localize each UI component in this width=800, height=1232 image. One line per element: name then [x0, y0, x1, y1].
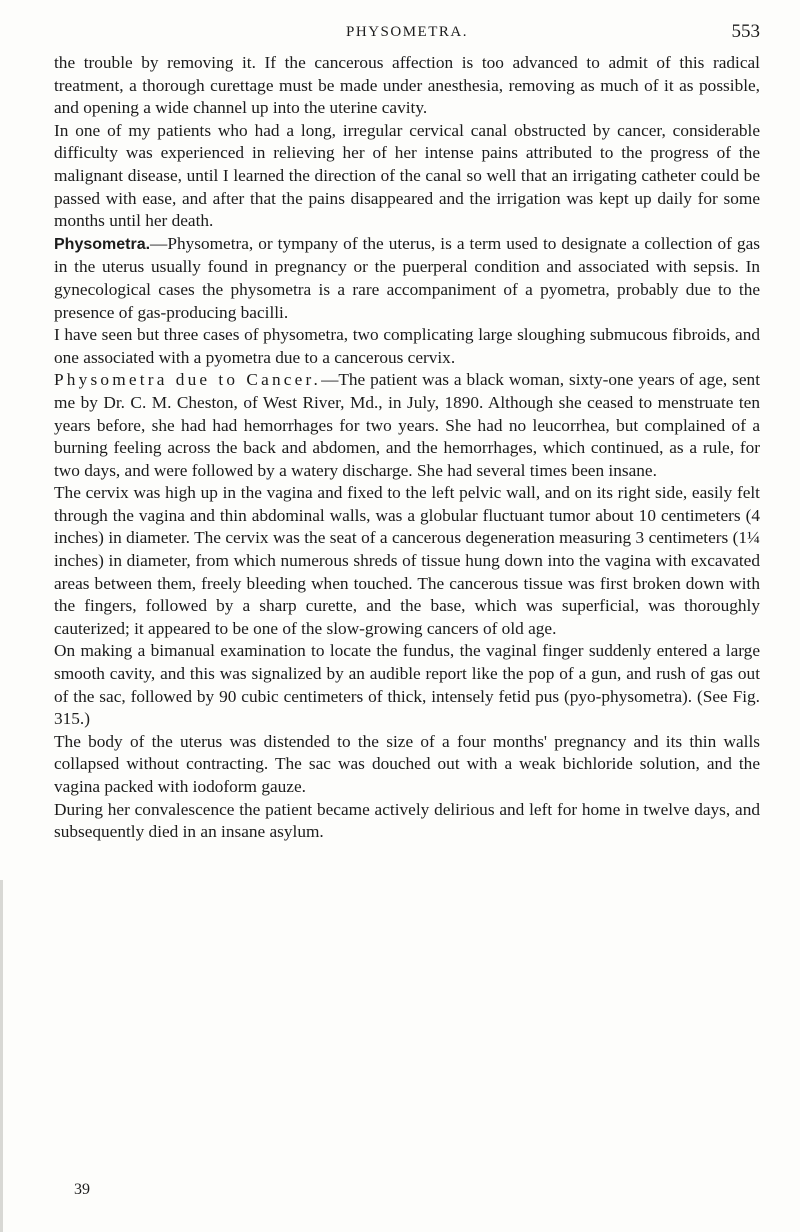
paragraph-curettage: the trouble by removing it. If the cancerous affection is too advanced to admit of this radical treatment, a thorough curettage must be made under anesthesia, removing as much of it as possible, and opening a wide channel up into the uterine cavity. — [54, 53, 760, 118]
section-heading-physometra: Physometra. — [54, 235, 151, 253]
paragraph-convalescence: During her convalescence the patient became actively delirious and left for home in twelve days, and subsequently died in an insane asylum. — [54, 799, 760, 842]
signature-mark: 39 — [74, 1181, 90, 1198]
paragraph-uterus-body: The body of the uterus was distended to the size of a four months' pregnancy and its thin walls collapsed without contracting. The sac was douched out with a weak bichloride solution, and the vagina packed with iodoform gauze. — [54, 731, 760, 796]
paragraph-case-history-text: —The patient was a black woman, sixty-one years of age, sent me by Dr. C. M. Cheston, of West River, Md., in July, 1890. Although she ceased to menstruate ten years before, she had had hemorrhages for two years. She had no leucorrhea, but complained of a burning feeling across the back and abdomen, and the hemorrhages, which continued, as a rule, for two days, and were followed by a watery discharge. She had several times been insane. — [54, 370, 760, 480]
paragraph-case-history — [54, 369, 760, 482]
paragraph-three-cases: I have seen but three cases of physometra, two complicating large sloughing submucous fibroids, and one associated with a pyometra due to a cancerous cervix. — [54, 325, 760, 367]
case-heading-physometra-cancer: Physometra due to Cancer. — [54, 370, 322, 390]
page-edge-shadow — [0, 880, 3, 1232]
running-head — [54, 20, 760, 46]
paragraph-irrigation-case: In one of my patients who had a long, irregular cervical canal obstructed by cancer, considerable difficulty was experienced in relieving her of her intense pains attributed to the progress of the malignant disease, until I learned the direction of the canal so well that an irrigating catheter could be passed with ease, and after that the pains disappeared and the irrigation was kept up daily for some months until her death. — [54, 120, 760, 231]
paragraph-bimanual-exam: On making a bimanual examination to locate the fundus, the vaginal finger suddenly entered a large smooth cavity, and this was signalized by an audible report like the pop of a gun, and rush of gas out of the sac, followed by 90 cubic centimeters of thick, intensely fetid pus (pyo-physometra). (See Fig. 315.) — [54, 641, 760, 729]
page-number: 553 — [731, 21, 760, 42]
paragraph-physometra-definition — [54, 233, 760, 324]
paragraph-physometra-text: —Physometra, or tympany of the uterus, is a term used to designate a collection of gas in the uterus usually found in pregnancy or the puerperal condition and associated with sepsis. In gynecological cases the physometra is a rare accompaniment of a pyometra, probably due to the presence of gas-producing bacilli. — [54, 233, 760, 322]
body-text — [54, 52, 760, 844]
running-title: PHYSOMETRA. — [346, 24, 468, 40]
paragraph-cervix-findings: The cervix was high up in the vagina and fixed to the left pelvic wall, and on its right side, easily felt through the vagina and thin abdominal walls, was a globular fluctuant tumor about 10 centimeters (4 inches) in diameter. The cervix was the seat of a cancerous degeneration measuring 3 centimeters (1¼ inches) in diameter, from which numerous shreds of tissue hung down into the vagina with excavated areas between them, freely bleeding when touched. The cancerous tissue was first broken down with the fingers, followed by a sharp curette, and the base, which was superficial, was thoroughly cauterized; it appeared to be one of the slow-growing cancers of old age. — [54, 483, 760, 638]
